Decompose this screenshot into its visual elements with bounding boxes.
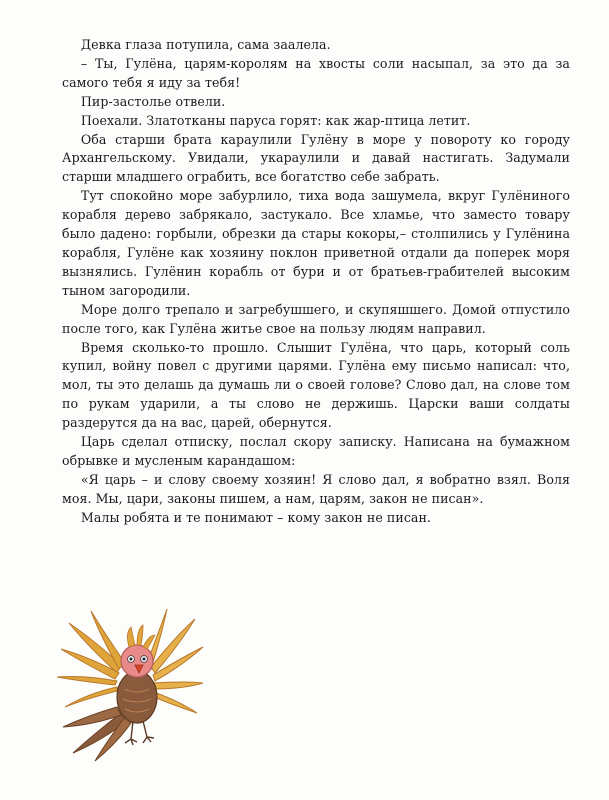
paragraph-1: Девка глаза потупила, сама заалела. bbox=[80, 37, 331, 52]
paragraph-4: Поехали. Златотканы паруса горят: как жар-птица летит. bbox=[80, 112, 471, 128]
paragraph-3: Пир-застолье отвели. bbox=[80, 93, 226, 109]
paragraph-5: Оба старши брата караулили Гулёну в море у повороту ко городу Архангельскому. Увидали, укараулили и давай настигать. Задумали старши младшего ограбить, все богатство себе забрать. bbox=[62, 131, 570, 185]
paragraph-10: «Я царь – и слову своему хозяин! Я слово дал, я вобратно взял. Воля моя. Мы, цари, законы пишем, а нам, царям, закон не писан». bbox=[62, 471, 570, 506]
paragraph-2: – Ты, Гулёна, царям-королям на хвосты соли насыпал, за это да за самого тебя я иду за тебя! bbox=[62, 55, 570, 90]
right-pupil bbox=[143, 658, 146, 661]
paragraph-8: Время сколько-то прошло. Слышит Гулёна, что царь, который соль купил, войну повел с другими царями. Гулёна ему письмо написал: что, мол, ты это делашь да думашь ли о своей голове? Слово дал, на слове том по рукам ударили, а ты слово не держишь. Царски ваши солдаты раздерутся да на вас, царей, обернутся. bbox=[62, 339, 570, 431]
tail bbox=[63, 707, 131, 761]
bird-head bbox=[121, 645, 153, 677]
paragraph-11: Малы робята и те понимают – кому закон не писан. bbox=[80, 509, 431, 525]
firebird-illustration-icon bbox=[55, 603, 205, 763]
left-pupil bbox=[130, 658, 133, 661]
paragraph-6: Тут спокойно море забурлило, тиха вода зашумела, вкруг Гулёниного корабля дерево забрякало, застукало. Все хламье, что заместо товару было дадено: горбыли, обрезки да стары кокоры,– столпились у Гулёнина корабля, Гулёне как хозяину поклон приветной отдали да поперек моря вызнялись. Гулёнин корабль от бури и от братьев-грабителей высоким тыном загородили. bbox=[62, 188, 570, 298]
story-text bbox=[62, 36, 570, 528]
bird-body bbox=[117, 671, 157, 723]
paragraph-7: Море долго трепало и загребушшего, и скупяшшего. Домой отпустило после того, как Гулёна житье свое на пользу людям направил. bbox=[62, 301, 570, 336]
left-wing bbox=[57, 611, 125, 707]
paragraph-9: Царь сделал отписку, послал скору записку. Написана на бумажном обрывке и мусленым карандашом: bbox=[62, 434, 570, 468]
